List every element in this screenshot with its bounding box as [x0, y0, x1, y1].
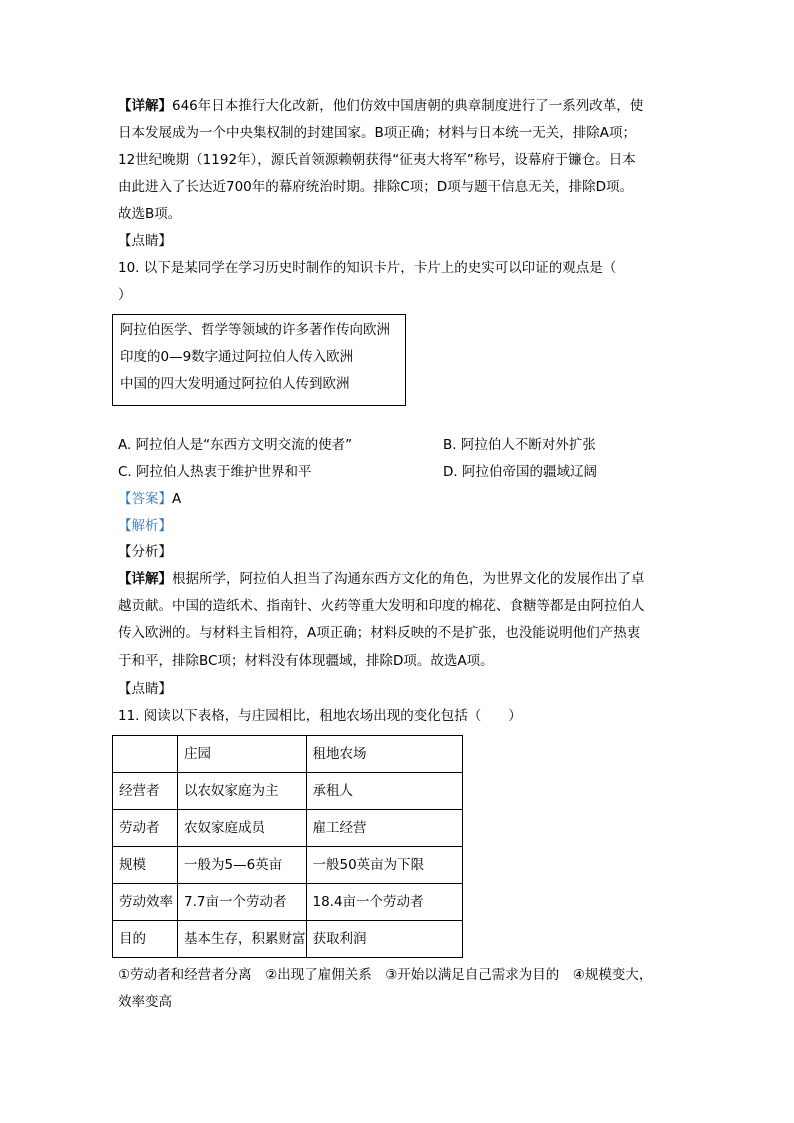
table-cell: 7.7亩一个劳动者 — [178, 884, 307, 921]
q10-detail-line: 越贡献。中国的造纸术、指南针、火药等重大发明和印度的棉花、食糖等都是由阿拉伯人 — [118, 598, 645, 614]
q11-choices-cont: 效率变高 — [118, 994, 172, 1010]
q9-detail-line: 日本发展成为一个中央集权制的封建国家。B项正确；材料与日本统一无关，排除A项； — [118, 125, 636, 141]
q10-detail-line: 传入欧洲的。与材料主旨相符，A项正确；材料反映的不是扩张，也没能说明他们产热衷 — [118, 625, 641, 641]
q10-dianjing: 【点睛】 — [118, 681, 172, 697]
table-cell — [113, 736, 178, 773]
table-cell: 规模 — [113, 847, 178, 884]
option-a: A. 阿拉伯人是“东西方文明交流的使者” — [118, 437, 353, 453]
table-cell: 以农奴家庭为主 — [178, 773, 307, 810]
q9-detail-line: 故选B项。 — [118, 206, 182, 222]
table-cell: 租地农场 — [306, 736, 462, 773]
comparison-table — [112, 735, 463, 958]
table-row — [113, 773, 463, 810]
answer-line: 【答案】A — [118, 491, 182, 507]
q10-stem-end: ） — [118, 287, 132, 303]
q11-choices: ①劳动者和经营者分离 ②出现了雇佣关系 ③开始以满足自己需求为目的 ④规模变大， — [118, 967, 653, 983]
table-cell: 一般50英亩为下限 — [306, 847, 462, 884]
table-cell: 18.4亩一个劳动者 — [306, 884, 462, 921]
option-b: B. 阿拉伯人不断对外扩张 — [443, 437, 596, 453]
table-cell: 庄园 — [178, 736, 307, 773]
q9-detail-line: 【详解】646年日本推行大化改新，他们仿效中国唐朝的典章制度进行了一系列改革，使 — [118, 98, 644, 114]
option-c: C. 阿拉伯人热衷于维护世界和平 — [118, 464, 312, 480]
table-cell: 农奴家庭成员 — [178, 810, 307, 847]
table-cell: 经营者 — [113, 773, 178, 810]
table-row — [113, 810, 463, 847]
q9-detail-line: 由此进入了长达近700年的幕府统治时期。排除C项；D项与题干信息无关，排除D项。 — [118, 179, 633, 195]
q10-detail-line: 【详解】根据所学，阿拉伯人担当了沟通东西方文化的角色，为世界文化的发展作出了卓 — [118, 571, 645, 587]
q10-detail-line: 于和平，排除BC项；材料没有体现疆域，排除D项。故选A项。 — [118, 653, 494, 669]
q9-detail-line: 12世纪晚期（1192年），源氏首领源赖朝获得“征夷大将军”称号，设幕府于镰仓。日本 — [118, 152, 636, 168]
table-row — [113, 884, 463, 921]
table-cell: 目的 — [113, 921, 178, 958]
knowledge-card — [112, 314, 406, 406]
table-row — [113, 921, 463, 958]
table-cell: 劳动者 — [113, 810, 178, 847]
card-line: 阿拉伯医学、哲学等领域的许多著作传向欧洲 — [120, 322, 390, 338]
q11-stem: 11. 阅读以下表格，与庄园相比，租地农场出现的变化包括（ ） — [118, 708, 522, 724]
table-cell: 雇工经营 — [306, 810, 462, 847]
table-cell: 劳动效率 — [113, 884, 178, 921]
table-header-row — [113, 736, 463, 773]
table-cell: 一般为5—6英亩 — [178, 847, 307, 884]
card-line: 中国的四大发明通过阿拉伯人传到欧洲 — [120, 376, 350, 392]
table-cell: 承租人 — [306, 773, 462, 810]
q10-stem: 10. 以下是某同学在学习历史时制作的知识卡片，卡片上的史实可以印证的观点是（ — [118, 260, 617, 276]
q9-dianjing: 【点睛】 — [118, 233, 172, 249]
table-row — [113, 847, 463, 884]
option-d: D. 阿拉伯帝国的疆域辽阔 — [443, 464, 597, 480]
table-cell: 基本生存，积累财富 — [178, 921, 307, 958]
analysis-label: 【解析】 — [118, 518, 172, 534]
table-cell: 获取利润 — [306, 921, 462, 958]
fenxi-label: 【分析】 — [118, 544, 172, 560]
card-line: 印度的0—9数字通过阿拉伯人传入欧洲 — [120, 349, 354, 365]
